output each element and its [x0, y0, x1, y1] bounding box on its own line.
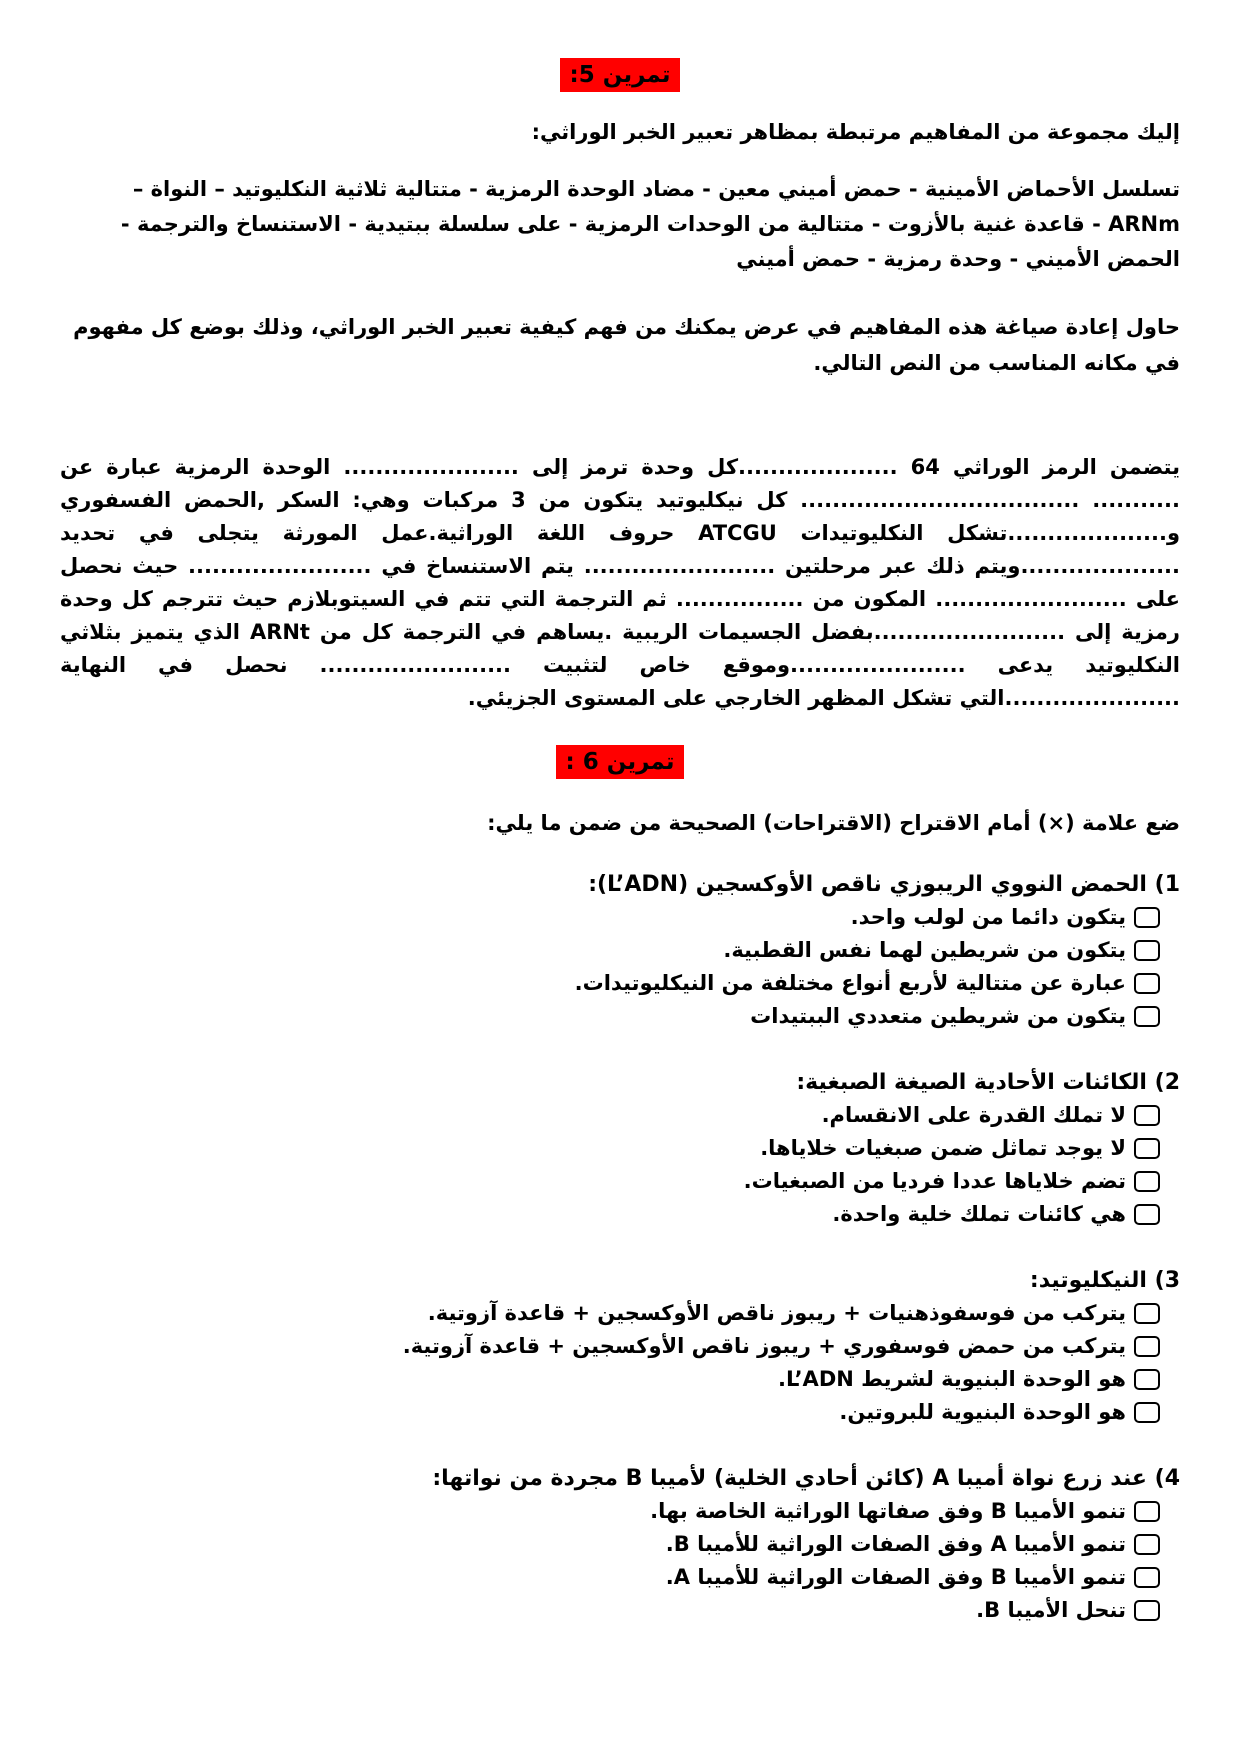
option-text: يتكون من شريطين متعددي الببتيدات	[750, 1004, 1126, 1028]
checkbox[interactable]	[1134, 1402, 1160, 1423]
option	[60, 1363, 1160, 1396]
checkbox[interactable]	[1134, 1138, 1160, 1159]
option-text: تنمو الأميبا A وفق الصفات الوراثية للأميبا B.	[665, 1532, 1126, 1556]
checkbox[interactable]	[1134, 1336, 1160, 1357]
option-text: هو الوحدة البنيوية لشريط L’ADN.	[778, 1367, 1126, 1391]
option-text: عبارة عن متتالية لأربع أنواع مختلفة من النيكليوتيدات.	[574, 971, 1126, 995]
option	[60, 1099, 1160, 1132]
exercise5-intro: إليك مجموعة من المفاهيم مرتبطة بمظاهر تعبير الخبر الوراثي:	[531, 120, 1180, 144]
question-3	[60, 1265, 1180, 1429]
checkbox[interactable]	[1134, 1105, 1160, 1126]
checkbox[interactable]	[1134, 973, 1160, 994]
option-text: تنحل الأميبا B.	[976, 1598, 1126, 1622]
checkbox[interactable]	[1134, 1204, 1160, 1225]
checkbox[interactable]	[1134, 1171, 1160, 1192]
option-text: يتكون من شريطين لهما نفس القطبية.	[723, 938, 1126, 962]
checkbox[interactable]	[1134, 1369, 1160, 1390]
option	[60, 1198, 1160, 1231]
option-text: هو الوحدة البنيوية للبروتين.	[839, 1400, 1126, 1424]
option-text: تنمو الأميبا B وفق صفاتها الوراثية الخاصة بها.	[650, 1499, 1126, 1523]
checkbox[interactable]	[1134, 1303, 1160, 1324]
checkbox[interactable]	[1134, 1534, 1160, 1555]
option-text: لا تملك القدرة على الانقسام.	[821, 1103, 1126, 1127]
question-4	[60, 1463, 1180, 1627]
option	[60, 967, 1160, 1000]
option	[60, 934, 1160, 967]
checkbox[interactable]	[1134, 907, 1160, 928]
fill-in-passage: يتضمن الرمز الوراثي 64 ....................كل وحدة ترمز إلى ...................... الوحدة الرمزية عبارة عن ........... ................................... كل نيكليوتيد يتكون من 3 مركبات وهي: السكر ,الحمض الفسفوري و....................تشكل النكليوتيدات ATCGU حروف اللغة الوراثية.عمل المورثة يتجلى في تحديد ....................ويتم ذلك عبر مرحلتين ........................ يتم الاستنساخ في ....................... حيث نحصل على ........................ المكون من ................ ثم الترجمة التي تتم في السيتوبلازم حيث تترجم كل وحدة رمزية إلى ........................بفضل الجسيمات الريبية .يساهم في الترجمة كل من ARNt الذي يتميز بثلاثي النكليوتيد يدعى ......................وموقع خاص لتثبيت ........................ نحصل في النهاية ......................التي تشكل المظهر الخارجي على المستوى الجزيئي.	[60, 455, 1180, 710]
option	[60, 1561, 1160, 1594]
exercise5-title: تمرين 5:	[560, 58, 681, 92]
exercise6-title: تمرين 6 :	[556, 745, 685, 779]
option	[60, 1165, 1160, 1198]
checkbox[interactable]	[1134, 1600, 1160, 1621]
question-title: 4) عند زرع نواة أميبا A (كائن أحادي الخلية) لأميبا B مجردة من نواتها:	[432, 1466, 1180, 1491]
option	[60, 1528, 1160, 1561]
option	[60, 1396, 1160, 1429]
option	[60, 1132, 1160, 1165]
question-title: 2) الكائنات الأحادية الصيغة الصبغية:	[796, 1070, 1180, 1095]
option-text: يتركب من فوسفوذهنيات + ريبوز ناقص الأوكسجين + قاعدة آزوتية.	[427, 1301, 1126, 1325]
option-text: لا يوجد تماثل ضمن صبغيات خلاياها.	[760, 1136, 1126, 1160]
checkbox[interactable]	[1134, 1567, 1160, 1588]
option-text: يتركب من حمض فوسفوري + ريبوز ناقص الأوكسجين + قاعدة آزوتية.	[402, 1334, 1126, 1358]
question-title: 3) النيكليوتيد:	[1029, 1268, 1180, 1293]
option	[60, 1330, 1160, 1363]
option	[60, 1594, 1160, 1627]
option	[60, 901, 1160, 934]
option	[60, 1495, 1160, 1528]
question-2	[60, 1067, 1180, 1231]
option	[60, 1000, 1160, 1033]
option-text: يتكون دائما من لولب واحد.	[850, 905, 1126, 929]
option-text: هي كائنات تملك خلية واحدة.	[832, 1202, 1126, 1226]
concepts-list: تسلسل الأحماض الأمينية - حمض أميني معين - مضاد الوحدة الرمزية - متتالية ثلاثية النكليوتيد – النواة – ARNm - قاعدة غنية بالأزوت - متتالية من الوحدات الرمزية - على سلسلة ببتيدية - الاستنساخ والترجمة - الحمض الأميني - وحدة رمزية - حمض أميني	[120, 177, 1180, 271]
checkbox[interactable]	[1134, 1006, 1160, 1027]
exercise5-instruction: حاول إعادة صياغة هذه المفاهيم في عرض يمكنك من فهم كيفية تعبير الخبر الوراثي، وذلك بوضع كل مفهوم في مكانه المناسب من النص التالي.	[73, 315, 1180, 375]
checkbox[interactable]	[1134, 940, 1160, 961]
worksheet-page	[60, 58, 1180, 1627]
question-title: 1) الحمض النووي الريبوزي ناقص الأوكسجين (L’ADN):	[588, 872, 1180, 897]
exercise6-instruction: ضع علامة (×) أمام الاقتراح (الاقتراحات) الصحيحة من ضمن ما يلي:	[487, 811, 1180, 835]
question-1	[60, 869, 1180, 1033]
checkbox[interactable]	[1134, 1501, 1160, 1522]
option-text: تنمو الأميبا B وفق الصفات الوراثية للأميبا A.	[665, 1565, 1126, 1589]
option	[60, 1297, 1160, 1330]
option-text: تضم خلاياها عددا فرديا من الصبغيات.	[743, 1169, 1126, 1193]
